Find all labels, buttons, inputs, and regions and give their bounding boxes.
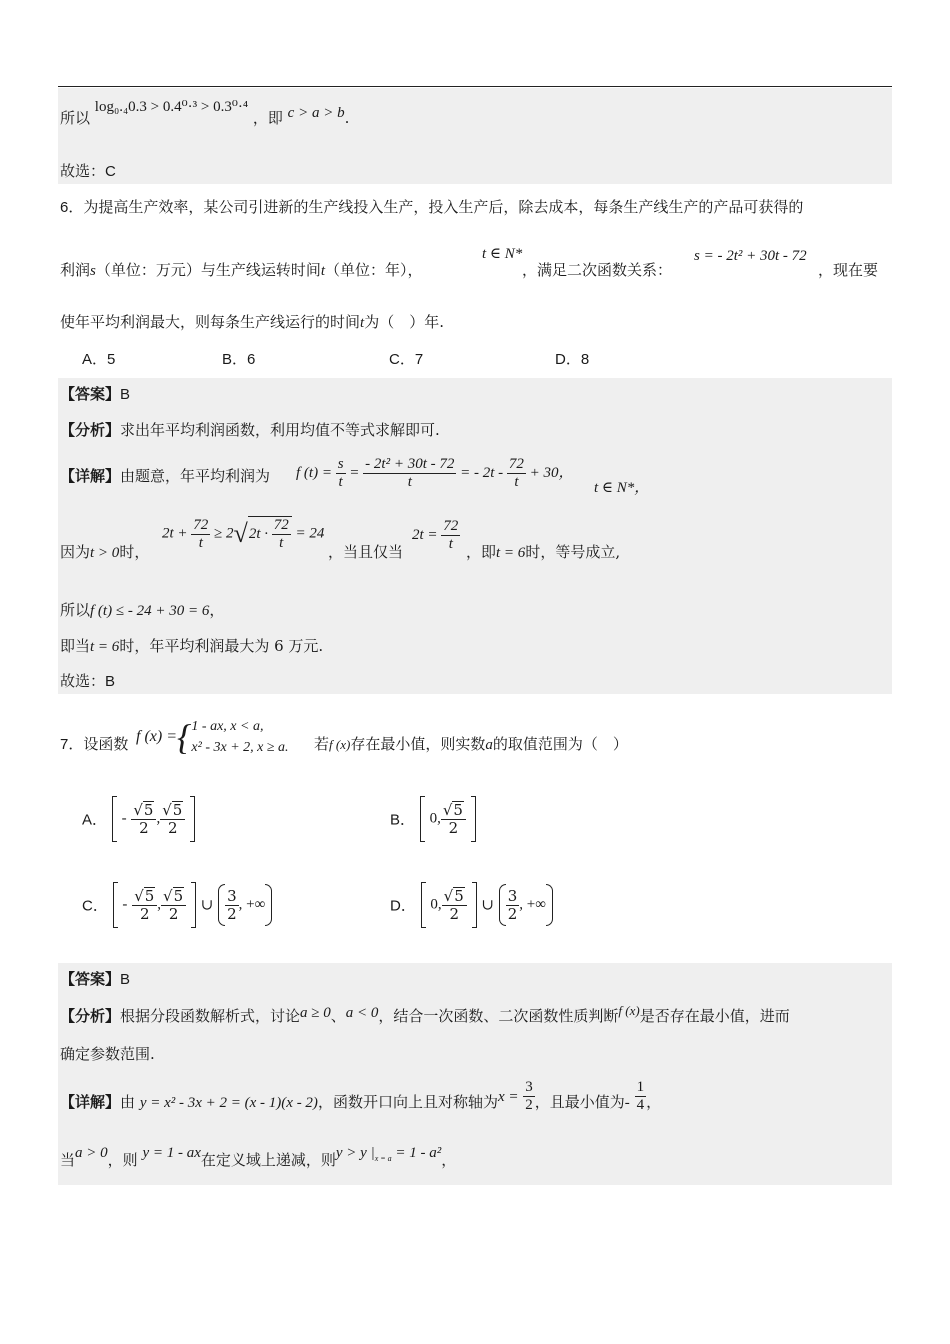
text: 时， — [119, 543, 150, 561]
var-a: a — [485, 737, 493, 753]
text: 使年平均利润最大，则每条生产线运行的时间 — [60, 313, 361, 331]
numerator: 3 — [507, 886, 518, 905]
denominator: t — [448, 536, 453, 552]
denominator: t — [338, 474, 343, 490]
math: a ≥ 0 — [300, 1005, 331, 1021]
text: ，当且仅当 — [328, 543, 404, 561]
numerator: s — [337, 456, 344, 472]
text: 、 — [330, 1007, 346, 1025]
text: 设函数 — [83, 735, 129, 753]
text: 的取值范围为（ ） — [492, 735, 628, 753]
numerator: 3 — [227, 886, 237, 905]
q6-option-b[interactable]: B．6 — [222, 351, 256, 368]
math: 2t · — [248, 525, 268, 542]
right-bracket-icon — [472, 882, 477, 928]
math: y > y $|_{x = a} = 1 - a^2$ — [335, 1145, 442, 1163]
denominator: t — [198, 534, 203, 551]
math: - — [624, 1095, 630, 1111]
text: ， — [209, 601, 225, 619]
math: f (x) — [618, 1003, 640, 1018]
math: y = 1 - ax — [142, 1145, 201, 1161]
text: 在定义域上递减，则 — [200, 1151, 336, 1169]
option-label: A． — [82, 811, 108, 829]
text: 即当 — [60, 637, 91, 655]
left-bracket-icon — [420, 796, 425, 842]
analysis-text: 求出年平均利润函数，利用均值不等式求解即可. — [120, 421, 440, 439]
q6-line-1 — [60, 197, 803, 218]
math: x = a — [374, 1154, 392, 1163]
q7-option-b[interactable] — [390, 796, 476, 842]
math: , — [156, 810, 161, 827]
numerator: 72 — [273, 517, 289, 533]
q6-detail-line-2 — [60, 542, 149, 563]
left-paren-icon — [218, 884, 225, 926]
math: 0, — [430, 896, 442, 913]
q6-line-2-end: ，现在要 — [818, 261, 879, 279]
text: 由题意，年平均利润为 — [120, 467, 271, 485]
right-bracket-icon — [191, 882, 196, 928]
q7-analysis-line-1 — [60, 1003, 790, 1027]
numerator: 72 — [193, 516, 209, 533]
denominator: 2 — [448, 819, 459, 837]
right-paren-icon — [546, 884, 553, 926]
math: = 24 — [295, 525, 325, 542]
q6-final-answer: 故选：B — [60, 673, 116, 690]
math: x = — [497, 1089, 519, 1105]
denominator: 2 — [507, 904, 518, 923]
sqrt-sign-icon: √ — [233, 519, 248, 548]
case-2: x² - 3x + 2, x ≥ a. — [191, 740, 289, 755]
text: （单位：年）， — [325, 261, 423, 279]
fraction — [441, 518, 460, 553]
analysis-tag: 【分析】 — [60, 421, 121, 439]
denominator: t — [514, 474, 519, 490]
text: 为提高生产效率，某公司引进新的生产线投入生产，投入生产后，除去成本，每条生产线生产的产品可获得的 — [83, 198, 804, 216]
q6-equality-condition — [328, 542, 403, 562]
numerator: 72 — [443, 518, 459, 534]
denominator: 4 — [636, 1096, 645, 1113]
fraction — [506, 888, 520, 923]
prev-answer: 故选：C — [60, 163, 116, 180]
math: f (x) = — [136, 728, 177, 745]
text: ，函数开口向上且对称轴为 — [317, 1093, 498, 1111]
text: 若 — [314, 735, 330, 753]
text: 存在最小值，则实数 — [350, 735, 486, 753]
union-icon: ∪ — [200, 897, 214, 914]
denominator: 2 — [168, 819, 178, 837]
denominator: 2 — [449, 905, 459, 923]
math: ≥ 2 — [214, 525, 234, 542]
q7-option-c[interactable] — [82, 882, 272, 928]
left-bracket-icon — [112, 796, 117, 842]
q6-domain-cond-2: t ∈ N*， — [594, 480, 650, 496]
math: a < 0 — [345, 1005, 379, 1021]
q6-detail-line-1 — [60, 466, 270, 486]
numerator: √5 — [160, 801, 185, 820]
text: 因为 — [60, 543, 91, 561]
left-bracket-icon — [113, 882, 118, 928]
fraction — [442, 887, 467, 923]
fraction — [441, 801, 466, 837]
numerator: - 2t² + 30t - 72 — [365, 456, 455, 472]
left-brace-icon: { — [177, 717, 192, 757]
text: ， — [441, 1151, 457, 1169]
fraction — [523, 1079, 535, 1114]
math: = 1 - a² — [395, 1145, 442, 1161]
q6-line-2 — [60, 260, 423, 281]
fraction — [160, 801, 185, 837]
denominator: t — [279, 535, 284, 551]
var-t: t — [320, 263, 326, 279]
math: t = 6 — [90, 639, 120, 655]
radicand: 5 — [453, 801, 463, 819]
text: 所以 — [60, 109, 91, 127]
left-bracket-icon — [421, 882, 426, 928]
question-number: 6． — [60, 199, 84, 216]
denominator: t — [407, 474, 412, 490]
fraction — [131, 801, 156, 837]
math: , +∞ — [519, 896, 546, 913]
fraction — [635, 1079, 647, 1114]
detail-tag: 【详解】 — [60, 467, 121, 485]
fraction — [336, 456, 346, 491]
q7-detail-line-1 — [60, 1078, 662, 1114]
fraction — [507, 456, 526, 491]
order-result: c > a > b — [287, 105, 345, 121]
denominator: 2 — [227, 904, 237, 923]
text: ，结合一次函数、二次函数性质判断 — [378, 1007, 619, 1025]
q6-detail-line-4 — [60, 636, 323, 657]
math: f (t) = — [296, 464, 332, 481]
math: f (t) ≤ - 24 + 30 = 6 — [90, 603, 210, 619]
q6-equality-eq — [412, 518, 460, 553]
cases — [191, 716, 288, 758]
numerator: √5 — [161, 887, 186, 906]
q7-stem-number — [60, 734, 128, 755]
math: a > 0 — [75, 1145, 108, 1161]
text: 由 — [120, 1093, 136, 1111]
right-paren-icon — [265, 884, 272, 926]
math: , +∞ — [238, 896, 266, 913]
math: t > 0 — [90, 545, 120, 561]
log-inequality: log₀.₄0.3 > 0.4⁰·³ > 0.3⁰·⁴ — [94, 99, 249, 115]
option-label: C． — [82, 897, 108, 915]
math: , — [157, 896, 162, 913]
q6-profit-formula: s = - 2t² + 30t - 72 — [694, 248, 807, 264]
radicand: 5 — [172, 801, 183, 819]
text: ，且最小值为 — [534, 1093, 625, 1111]
q6-domain-cond: t ∈ N* — [482, 246, 523, 262]
math: y = x² - 3x + 2 = (x - 1)(x - 2) — [139, 1095, 318, 1111]
text: 为（ ）年. — [364, 313, 444, 331]
analysis-tag: 【分析】 — [60, 1007, 121, 1025]
text: 所以 — [60, 601, 91, 619]
fraction — [272, 517, 291, 552]
text: （单位：万元）与生产线运转时间 — [95, 261, 321, 279]
numerator: √5 — [132, 887, 157, 906]
q7-detail-line-2 — [60, 1145, 457, 1171]
math: = — [349, 464, 360, 481]
q7-option-a[interactable] — [82, 796, 195, 842]
math: y > y — [335, 1145, 367, 1161]
fraction — [225, 888, 239, 923]
right-bracket-icon — [471, 796, 476, 842]
denominator: 2 — [139, 905, 150, 923]
var-t: t — [360, 315, 365, 331]
fraction — [363, 456, 456, 491]
q7-answer — [60, 969, 130, 990]
detail-tag: 【详解】 — [60, 1093, 121, 1111]
text: . — [344, 109, 350, 127]
q6-option-c[interactable]: C．7 — [389, 351, 424, 368]
text: 根据分段函数解析式，讨论 — [120, 1007, 301, 1025]
radicand: 5 — [454, 887, 464, 905]
case-1: 1 - ax, x < a, — [191, 719, 264, 734]
answer-tag: 【答案】 — [60, 970, 121, 988]
text: 时，年平均利润最大为 6 万元. — [119, 637, 324, 655]
question-number: 7． — [60, 736, 84, 753]
numerator: √5 — [442, 887, 467, 906]
math: + 30， — [529, 464, 574, 481]
text: ，则 — [107, 1151, 138, 1169]
numerator: 72 — [508, 456, 524, 472]
math: - — [122, 896, 128, 913]
math: t = 6 — [496, 545, 526, 561]
option-label: B． — [390, 811, 416, 829]
q6-avg-profit-formula — [296, 456, 574, 491]
q7-stem-rest — [314, 734, 628, 755]
q6-option-d[interactable]: D．8 — [555, 351, 590, 368]
denominator: 2 — [168, 905, 179, 923]
q7-analysis-line-2: 确定参数范围. — [60, 1045, 155, 1063]
denominator: 2 — [525, 1096, 533, 1113]
answer-value: B — [120, 971, 131, 988]
text: 利润 — [60, 261, 91, 279]
q6-line-3 — [60, 312, 444, 333]
prev-conclusion-line — [60, 99, 350, 129]
radicand: 5 — [143, 801, 154, 819]
text: ，即 — [252, 109, 283, 127]
numerator: 3 — [525, 1078, 533, 1095]
numerator: √5 — [441, 801, 466, 820]
text: 是否存在最小值，进而 — [639, 1007, 790, 1025]
numerator: 1 — [636, 1078, 645, 1095]
var-s: s — [90, 263, 96, 279]
math: 0, — [429, 810, 441, 827]
q7-option-d[interactable] — [390, 882, 553, 928]
q6-detail-line-3 — [60, 600, 224, 621]
math: - — [121, 810, 127, 827]
text: ，即 — [466, 543, 497, 561]
q6-equality-result — [466, 542, 620, 563]
fraction — [191, 517, 210, 552]
numerator: √5 — [131, 801, 156, 820]
radicand: 5 — [144, 887, 155, 905]
q6-option-a[interactable]: A．5 — [82, 351, 116, 368]
option-label: D． — [390, 897, 416, 915]
math: = - 2t - — [460, 464, 504, 481]
fraction — [132, 887, 157, 923]
answer-value: B — [120, 386, 131, 403]
top-rule — [58, 86, 892, 87]
answer-tag: 【答案】 — [60, 385, 121, 403]
right-bracket-icon — [190, 796, 195, 842]
denominator: 2 — [139, 819, 149, 837]
text: 时，等号成立, — [525, 543, 621, 561]
sqrt-content — [248, 516, 292, 552]
math: 2t + — [162, 525, 188, 542]
text: 当 — [60, 1151, 76, 1169]
text: ， — [646, 1093, 662, 1111]
math: f (x) — [329, 737, 351, 752]
fraction — [161, 887, 186, 923]
left-paren-icon — [499, 884, 506, 926]
q6-am-gm-inequality — [162, 516, 324, 552]
union-icon: ∪ — [481, 897, 494, 914]
math: 2t = — [412, 526, 438, 543]
q6-answer — [60, 384, 130, 405]
q7-piecewise-function — [136, 716, 289, 758]
radicand: 5 — [173, 887, 184, 905]
q6-line-2-mid: ，满足二次函数关系： — [522, 261, 673, 279]
q6-analysis — [60, 420, 440, 440]
